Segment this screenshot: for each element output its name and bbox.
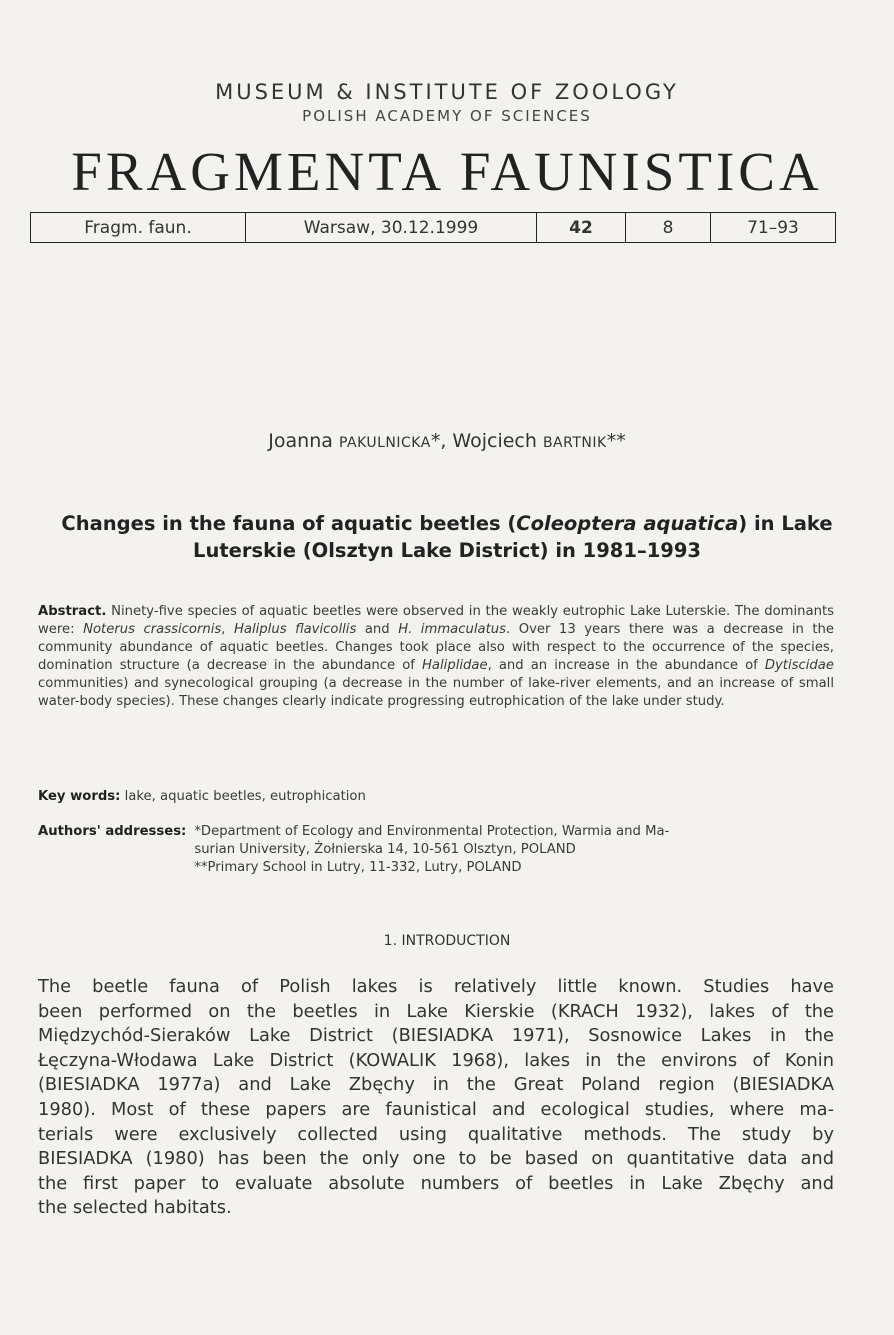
intro-line: 1980). Most of these papers are faunistical and ecological studies, where ma- <box>38 1098 834 1120</box>
abstract-label: Abstract. <box>38 604 107 619</box>
intro-line: Łęczyna-Włodawa Lake District (KOWALIK 1968), lakes in the environs of Konin <box>38 1049 834 1071</box>
intro-line: been performed on the beetles in Lake Kierskie (KRACH 1932), lakes of the <box>38 1000 834 1022</box>
volume-number: 42 <box>537 213 626 242</box>
section-heading: 1. INTRODUCTION <box>383 933 511 949</box>
species-name: Haliplus flavicollis <box>233 622 357 637</box>
title-taxon: Coleoptera aquatica <box>516 512 739 535</box>
intro-line: the selected habitats. <box>38 1197 232 1219</box>
author1-mark: * <box>430 430 441 452</box>
issue-number: 8 <box>626 213 711 242</box>
title-line2: Luterskie (Olsztyn Lake District) in 1981–1993 <box>193 539 701 562</box>
author1-first: Joanna <box>268 430 333 452</box>
author2-first: Wojciech <box>452 430 537 452</box>
addresses-lines <box>194 823 669 877</box>
academy-name: POLISH ACADEMY OF SCIENCES <box>302 107 592 125</box>
intro-line: (BIESIADKA 1977a) and Lake Zbęchy in the Great Poland region (BIESIADKA <box>38 1074 834 1096</box>
author-separator: , <box>440 430 453 452</box>
family-name: Haliplidae <box>422 658 488 673</box>
address-line: **Primary School in Lutry, 11-332, Lutry, POLAND <box>194 860 522 875</box>
abstract <box>38 603 834 711</box>
addresses-label: Authors' addresses: <box>38 824 187 839</box>
keywords-text: lake, aquatic beetles, eutrophication <box>120 789 366 804</box>
address-line: surian University, Żołnierska 14, 10-561 Olsztyn, POLAND <box>194 842 576 857</box>
keywords-label: Key words: <box>38 789 121 804</box>
citation-box <box>30 212 836 243</box>
species-name: H. immaculatus <box>398 622 506 637</box>
abstract-text: , and an increase in the abundance of <box>487 658 765 673</box>
author-addresses <box>38 823 834 877</box>
intro-line: The beetle fauna of Polish lakes is relatively little known. Studies have <box>38 976 834 997</box>
abstract-text: . Over 13 years there was a decrease in the community abundance of aquatic beetles. Changes took place also with respect to the occurrence of the species, domination structure (a decrease in the abundance of <box>38 622 834 673</box>
title-part: ) in Lake <box>738 512 833 535</box>
abstract-text: , <box>221 622 234 637</box>
abstract-text: communities) and synecological grouping (a decrease in the number of lake-river elements, and an increase of small water-body species). These changes clearly indicate progressing eutrophication of the lake under study. <box>38 676 834 709</box>
journal-abbrev: Fragm. faun. <box>31 213 246 242</box>
intro-line: the first paper to evaluate absolute numbers of beetles in Lake Zbęchy and <box>38 1172 834 1194</box>
title-part: Changes in the fauna of aquatic beetles ( <box>61 512 517 535</box>
author2-last: BARTNIK <box>542 435 607 451</box>
species-name: Noterus crassicornis <box>83 622 222 637</box>
author1-last: PAKULNICKA <box>338 435 431 451</box>
place-date: Warsaw, 30.12.1999 <box>246 213 537 242</box>
keywords <box>38 788 834 806</box>
institute-name: MUSEUM & INSTITUTE OF ZOOLOGY <box>215 80 679 104</box>
intro-line: Międzychód-Sieraków Lake District (BIESIADKA 1971), Sosnowice Lakes in the <box>38 1025 834 1047</box>
intro-line: BIESIADKA (1980) has been the only one to be based on quantitative data and <box>38 1148 834 1170</box>
family-name: Dytiscidae <box>764 658 834 673</box>
paper-title <box>40 510 854 564</box>
page-range: 71–93 <box>747 217 799 238</box>
journal-title: FRAGMENTA FAUNISTICA <box>71 141 823 202</box>
author-line <box>0 430 894 452</box>
abstract-text: Ninety-five species of aquatic beetles were observed in the weakly eutrophic Lake Luterskie. The dominants were: <box>38 604 834 637</box>
address-line: *Department of Ecology and Environmental Protection, Warmia and Ma- <box>194 824 670 839</box>
intro-line: terials were exclusively collected using qualitative methods. The study by <box>38 1123 834 1145</box>
author2-mark: ** <box>606 430 626 452</box>
introduction-paragraph <box>38 975 834 1221</box>
abstract-text: and <box>356 622 399 637</box>
